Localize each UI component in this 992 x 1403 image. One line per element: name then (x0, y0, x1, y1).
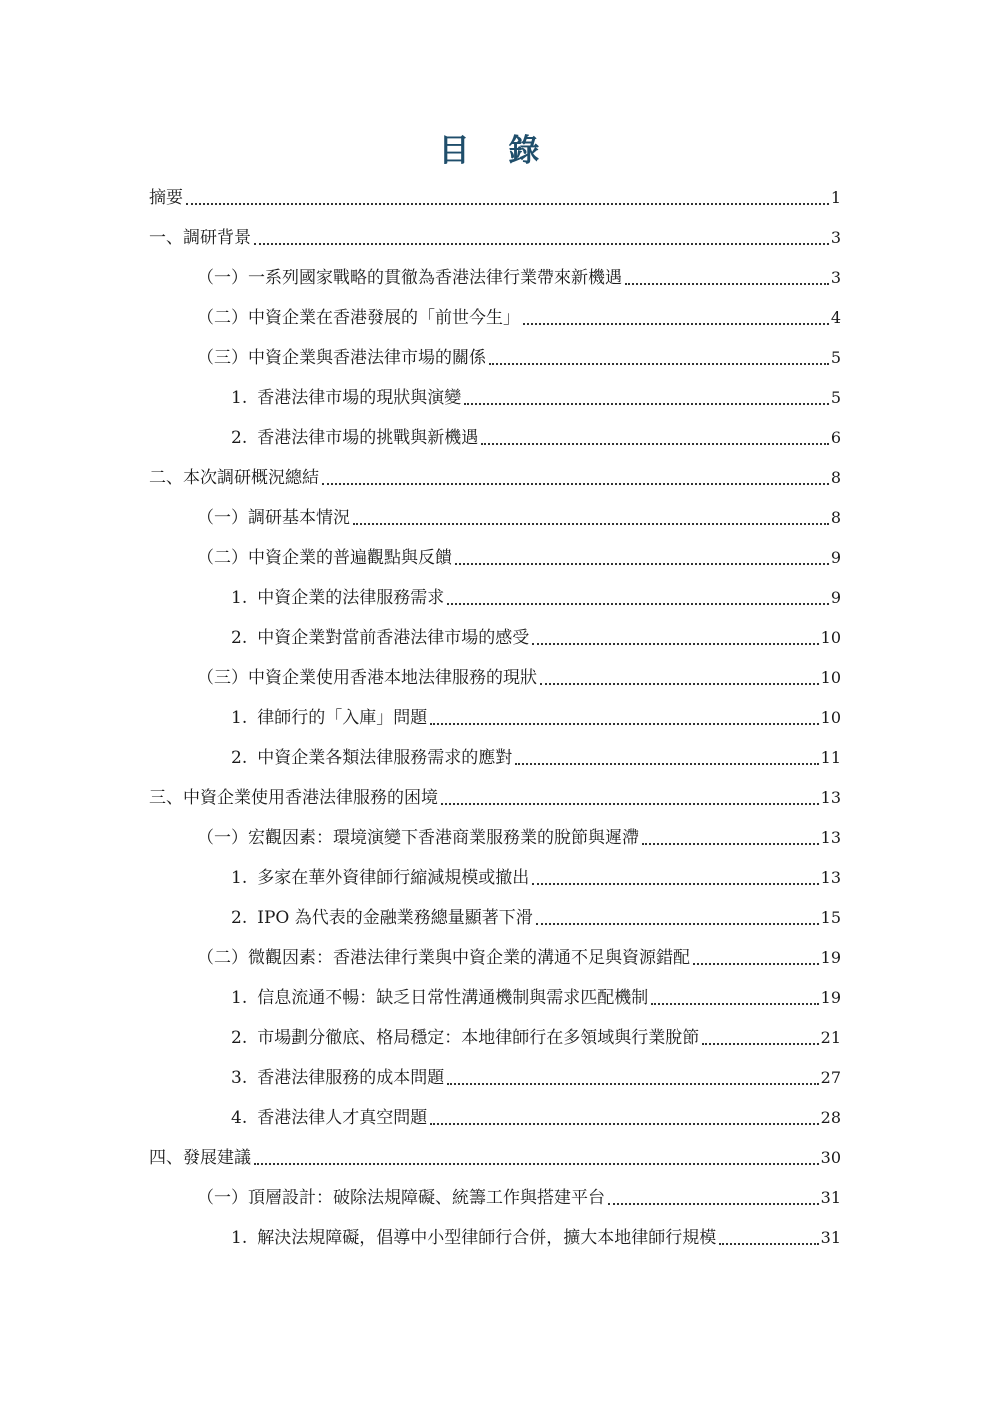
toc-entry-number: 4. (231, 1108, 248, 1128)
toc-entry-title: 中資企業對當前香港法律市場的感受 (257, 628, 530, 648)
toc-entry[interactable] (149, 298, 841, 338)
toc-entry[interactable] (149, 178, 841, 218)
toc-entry-title: （二）中資企業的普遍觀點與反饋 (197, 548, 452, 568)
toc-entry-title: 多家在華外資律師行縮減規模或撤出 (257, 868, 530, 888)
toc-dot-leader (186, 188, 829, 208)
toc-entry[interactable] (149, 578, 841, 618)
toc-entry[interactable] (149, 218, 841, 258)
toc-entry-number: 1. (231, 868, 248, 888)
toc-entry[interactable] (149, 1058, 841, 1098)
toc-dot-leader (536, 908, 819, 928)
toc-page-number: 10 (820, 628, 841, 647)
toc-page-number: 3 (830, 268, 841, 287)
toc-entry[interactable] (149, 1178, 841, 1218)
toc-page-number: 30 (820, 1148, 841, 1167)
toc-page-number: 4 (830, 308, 841, 327)
toc-page-number: 13 (820, 828, 841, 847)
toc-entry[interactable] (149, 738, 841, 778)
toc-dot-leader (642, 828, 819, 848)
toc-entry-title: （三）中資企業與香港法律市場的關係 (197, 348, 486, 368)
toc-entry-number: 1. (231, 1228, 248, 1248)
toc-entry[interactable] (149, 658, 841, 698)
toc-entry[interactable] (149, 618, 841, 658)
toc-entry-title: （一）一系列國家戰略的貫徹為香港法律行業帶來新機遇 (197, 268, 622, 288)
toc-page-number: 8 (830, 468, 841, 487)
toc-page-number: 27 (820, 1068, 841, 1087)
toc-entry-number: 2. (231, 1028, 248, 1048)
toc-page-number: 1 (830, 188, 841, 207)
toc-dot-leader (254, 1148, 819, 1168)
toc-page-number: 9 (830, 588, 841, 607)
toc-page-number: 15 (820, 908, 841, 927)
toc-dot-leader (608, 1188, 819, 1208)
toc-page-number: 5 (830, 348, 841, 367)
toc-entry-title: 三、中資企業使用香港法律服務的困境 (149, 788, 438, 808)
toc-page-number: 10 (820, 668, 841, 687)
toc-dot-leader (515, 748, 818, 768)
toc-entry-title: 香港法律市場的挑戰與新機遇 (257, 428, 479, 448)
toc-entry-number: 2. (231, 628, 248, 648)
toc-entry-title: 律師行的「入庫」問題 (257, 708, 428, 728)
toc-entry[interactable] (149, 858, 841, 898)
toc-entry-number: 1. (231, 588, 248, 608)
toc-entry[interactable] (149, 898, 841, 938)
toc-entry[interactable] (149, 818, 841, 858)
toc-entry[interactable] (149, 1098, 841, 1138)
toc-entry-title: （一）宏觀因素：環境演變下香港商業服務業的脫節與遲滯 (197, 828, 639, 848)
toc-entry-title: 一、調研背景 (149, 228, 251, 248)
toc-dot-leader (430, 1108, 818, 1128)
toc-dot-leader (651, 988, 818, 1008)
toc-entry-title: 市場劃分徹底、格局穩定：本地律師行在多領域與行業脫節 (257, 1028, 700, 1048)
toc-dot-leader (322, 468, 829, 488)
toc-entry[interactable] (149, 258, 841, 298)
toc-dot-leader (447, 1068, 818, 1088)
toc-page-number: 28 (820, 1108, 841, 1127)
toc-page-number: 5 (830, 388, 841, 407)
toc-page-number: 8 (830, 508, 841, 527)
toc-dot-leader (441, 788, 819, 808)
toc-dot-leader (353, 508, 829, 528)
toc-entry-number: 1. (231, 988, 248, 1008)
toc-entry-number: 2. (231, 748, 248, 768)
toc-page-number: 31 (820, 1228, 841, 1247)
toc-entry[interactable] (149, 498, 841, 538)
toc-entry-title: IPO 為代表的金融業務總量顯著下滑 (257, 908, 533, 928)
toc-entry-title: （一）頂層設計：破除法規障礙、統籌工作與搭建平台 (197, 1188, 605, 1208)
toc-dot-leader (489, 348, 829, 368)
toc-entry[interactable] (149, 458, 841, 498)
toc-page-number: 21 (820, 1028, 841, 1047)
toc-entry-title: 解決法規障礙，倡導中小型律師行合併，擴大本地律師行規模 (257, 1228, 717, 1248)
toc-entry-title: 中資企業的法律服務需求 (257, 588, 445, 608)
toc-page-number: 3 (830, 228, 841, 247)
toc-dot-leader (702, 1028, 818, 1048)
toc-page-number: 19 (820, 948, 841, 967)
toc-entry[interactable] (149, 1018, 841, 1058)
toc-dot-leader (254, 228, 829, 248)
toc-page-number: 19 (820, 988, 841, 1007)
toc-entry-number: 2. (231, 908, 248, 928)
toc-entry[interactable] (149, 778, 841, 818)
toc-entry-title: （二）微觀因素：香港法律行業與中資企業的溝通不足與資源錯配 (197, 948, 690, 968)
toc-dot-leader (447, 588, 829, 608)
toc-entry-title: 摘要 (149, 188, 183, 208)
toc-page-number: 31 (820, 1188, 841, 1207)
toc-page-number: 13 (820, 868, 841, 887)
toc-page-number: 10 (820, 708, 841, 727)
toc-entry-number: 2. (231, 428, 248, 448)
toc-entry[interactable] (149, 378, 841, 418)
toc-dot-leader (464, 388, 829, 408)
toc-dot-leader (481, 428, 829, 448)
toc-entry-title: （二）中資企業在香港發展的「前世今生」 (197, 308, 520, 328)
toc-entry[interactable] (149, 538, 841, 578)
toc-entry[interactable] (149, 938, 841, 978)
toc-entry-title: 香港法律服務的成本問題 (257, 1068, 445, 1088)
toc-dot-leader (455, 548, 829, 568)
toc-page-number: 9 (830, 548, 841, 567)
toc-entry-title: 二、本次調研概況總結 (149, 468, 319, 488)
toc-dot-leader (523, 308, 829, 328)
toc-dot-leader (540, 668, 819, 688)
toc-entry[interactable] (149, 1138, 841, 1178)
toc-entry-number: 3. (231, 1068, 248, 1088)
toc-page-number: 11 (820, 748, 841, 767)
toc-dot-leader (719, 1228, 818, 1248)
toc-entry-title: （一）調研基本情況 (197, 508, 350, 528)
toc-entry[interactable] (149, 338, 841, 378)
toc-entry-title: （三）中資企業使用香港本地法律服務的現狀 (197, 668, 537, 688)
toc-page-number: 6 (830, 428, 841, 447)
toc-dot-leader (532, 628, 818, 648)
toc-dot-leader (532, 868, 818, 888)
table-of-contents (149, 178, 841, 1258)
page-title: 目 錄 (438, 133, 554, 169)
toc-entry-title: 四、發展建議 (149, 1148, 251, 1168)
toc-entry-number: 1. (231, 388, 248, 408)
toc-entry-title: 香港法律市場的現狀與演變 (257, 388, 462, 408)
toc-entry[interactable] (149, 1218, 841, 1258)
toc-entry[interactable] (149, 418, 841, 458)
toc-entry[interactable] (149, 978, 841, 1018)
toc-entry-title: 信息流通不暢：缺乏日常性溝通機制與需求匹配機制 (257, 988, 649, 1008)
toc-entry-title: 中資企業各類法律服務需求的應對 (257, 748, 513, 768)
toc-page-number: 13 (820, 788, 841, 807)
toc-entry[interactable] (149, 698, 841, 738)
toc-dot-leader (693, 948, 819, 968)
toc-entry-title: 香港法律人才真空問題 (257, 1108, 428, 1128)
toc-dot-leader (625, 268, 829, 288)
toc-dot-leader (430, 708, 818, 728)
toc-entry-number: 1. (231, 708, 248, 728)
